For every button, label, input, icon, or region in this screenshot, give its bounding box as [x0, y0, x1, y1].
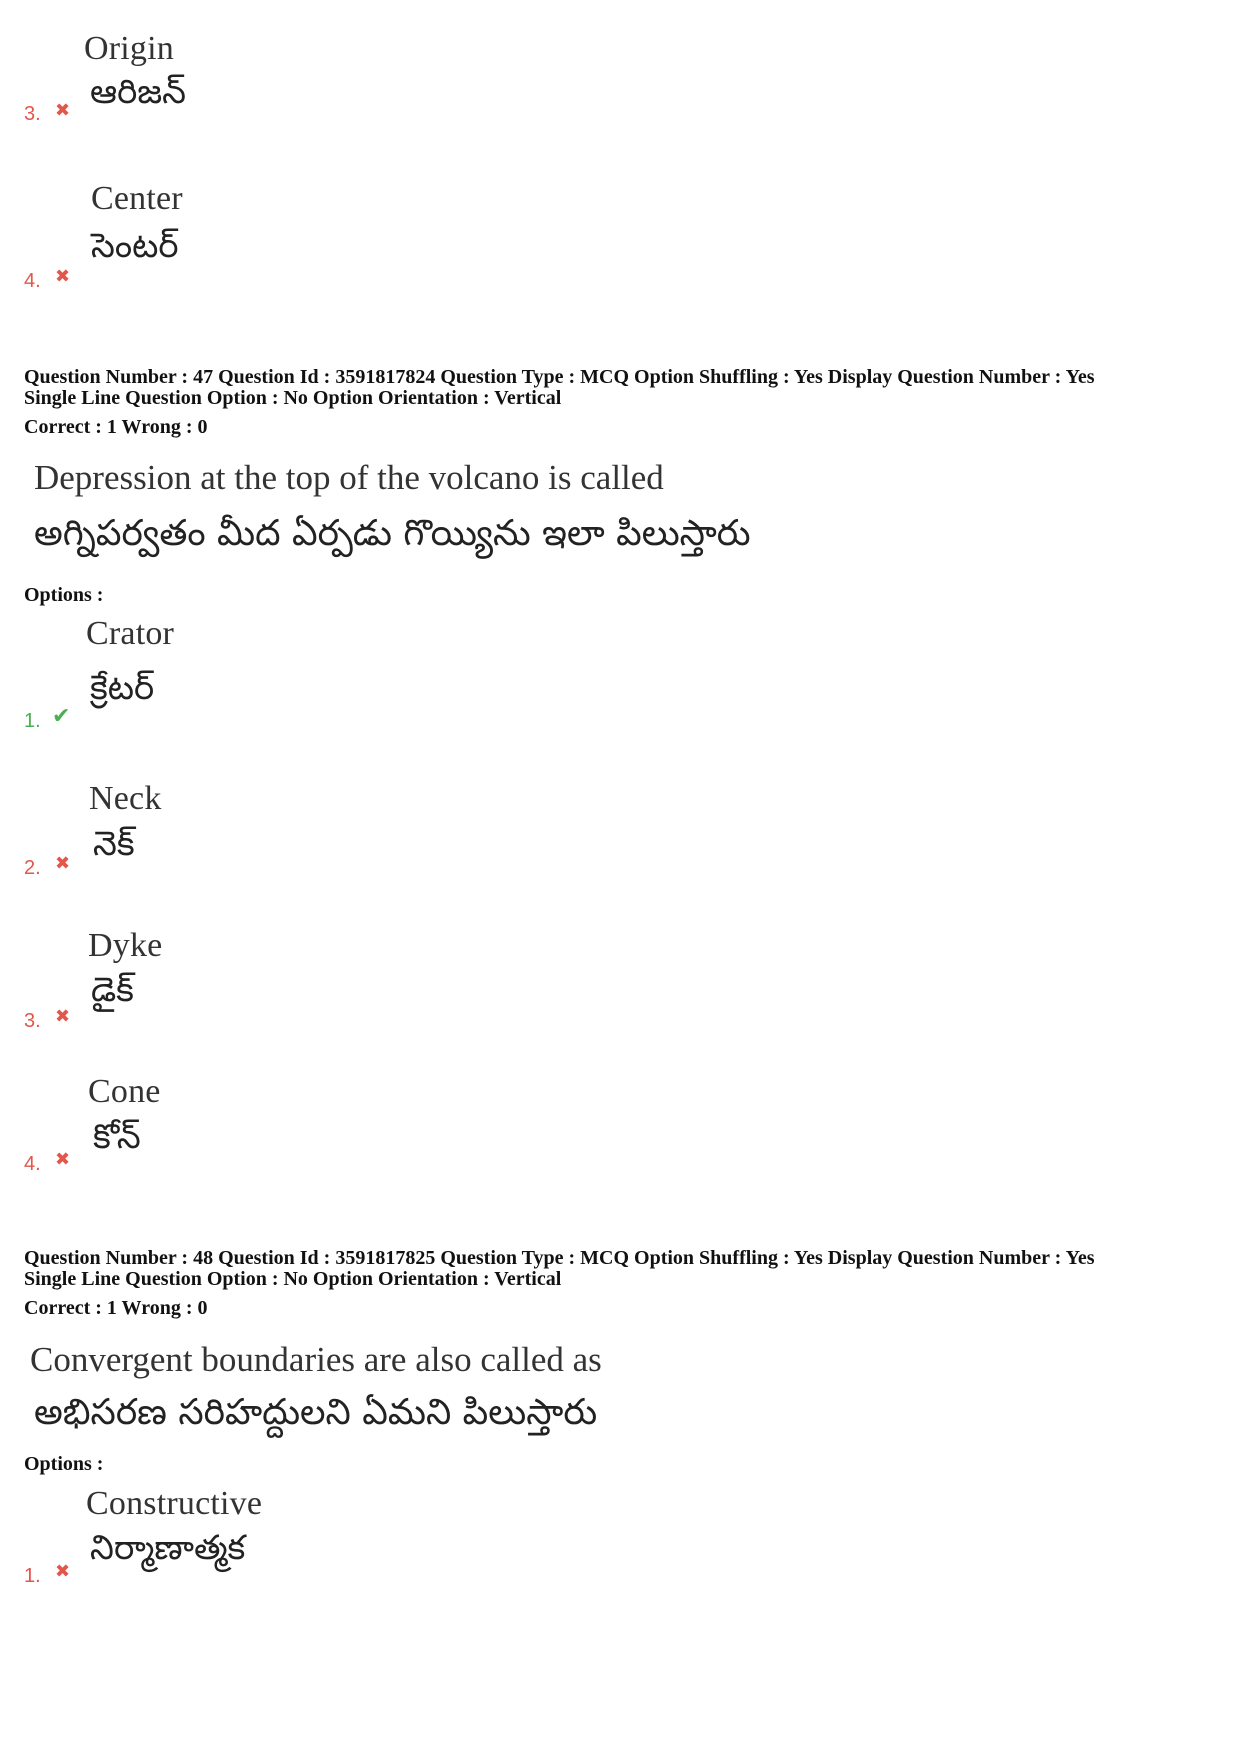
- wrong-icon: ✖: [55, 266, 71, 287]
- wrong-icon: ✖: [55, 1006, 71, 1027]
- question-meta-line2: Single Line Question Option : No Option Orientation : Vertical: [24, 1268, 562, 1290]
- question-score: Correct : 1 Wrong : 0: [24, 416, 208, 438]
- option-number: 1.: [24, 1565, 41, 1587]
- question-score: Correct : 1 Wrong : 0: [24, 1297, 208, 1319]
- question-text-en: Depression at the top of the volcano is called: [34, 458, 664, 497]
- question-meta-line2: Single Line Question Option : No Option Orientation : Vertical: [24, 387, 562, 409]
- question-text-en: Convergent boundaries are also called as: [30, 1340, 602, 1379]
- option-text-te: క్రేటర్: [90, 668, 155, 708]
- option-text-te: డైక్: [91, 970, 134, 1010]
- question-text-te: అగ్నిపర్వతం మీద ఏర్పడు గొయ్యిను ఇలా పిలుస్తారు: [34, 513, 751, 554]
- question-meta-line1: Question Number : 47 Question Id : 3591817824 Question Type : MCQ Option Shuffling : Yes Display Question Number : Yes: [24, 366, 1095, 388]
- option-text-en: Dyke: [88, 927, 163, 964]
- option-number: 3.: [24, 1010, 41, 1032]
- wrong-icon: ✖: [55, 853, 71, 874]
- checkmark-icon: ✔: [52, 704, 71, 729]
- option-text-en: Neck: [89, 780, 162, 817]
- option-text-en: Origin: [84, 30, 174, 67]
- option-text-te: కోన్: [93, 1117, 141, 1157]
- option-text-en: Center: [91, 180, 183, 217]
- question-text-te: అభిసరణ సరిహద్దులని ఏమని పిలుస్తారు: [34, 1392, 598, 1433]
- option-text-en: Constructive: [86, 1485, 263, 1522]
- option-text-en: Crator: [86, 615, 175, 652]
- option-number: 4.: [24, 270, 41, 292]
- option-number: 3.: [24, 103, 41, 125]
- option-text-te: నిర్మాణాత్మక: [90, 1528, 246, 1568]
- option-text-en: Cone: [88, 1073, 161, 1110]
- option-number: 1.: [24, 710, 41, 732]
- wrong-icon: ✖: [55, 1561, 71, 1582]
- question-meta-line1: Question Number : 48 Question Id : 3591817825 Question Type : MCQ Option Shuffling : Yes Display Question Number : Yes: [24, 1247, 1095, 1269]
- options-label: Options :: [24, 584, 104, 606]
- option-text-te: నెక్: [93, 824, 135, 864]
- options-label: Options :: [24, 1453, 104, 1475]
- option-number: 4.: [24, 1153, 41, 1175]
- option-text-te: ఆరిజన్: [90, 72, 187, 112]
- option-text-te: సెంటర్: [91, 226, 179, 266]
- wrong-icon: ✖: [55, 1149, 71, 1170]
- wrong-icon: ✖: [55, 100, 71, 121]
- option-number: 2.: [24, 857, 41, 879]
